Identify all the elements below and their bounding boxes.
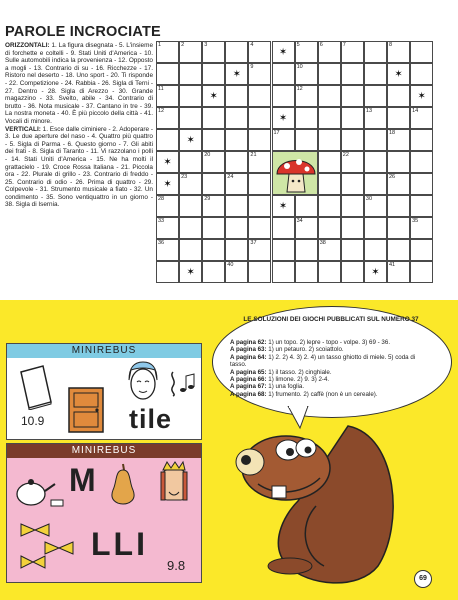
black-cell-mark: ✶	[278, 47, 288, 58]
cell-number: 26	[389, 174, 396, 180]
solution-text: 1) una foglia.	[266, 383, 305, 391]
solution-text: 1) 2. 2) 4. 3) 2. 4) un tasso ghiotto di miele. 5) coda di tasso.	[230, 353, 416, 369]
grid-cell[interactable]	[179, 107, 202, 129]
black-cell-mark: ✶	[186, 267, 195, 278]
grid-cell[interactable]	[272, 129, 295, 151]
grid-cell[interactable]	[248, 85, 271, 107]
page-number: 69	[414, 570, 432, 588]
grid-cell[interactable]	[179, 217, 202, 239]
grid-cell[interactable]	[202, 41, 225, 63]
grid-cell[interactable]	[387, 151, 410, 173]
cell-number: 35	[412, 218, 419, 224]
cell-number: 13	[365, 108, 373, 114]
black-cell-mark: ✶	[417, 91, 426, 102]
grid-cell[interactable]	[225, 173, 248, 195]
minirebus-1-word: tile	[129, 404, 173, 434]
grid-cell[interactable]	[272, 217, 295, 239]
clues-horizontal	[5, 42, 153, 126]
grid-cell[interactable]	[272, 239, 295, 261]
grid-cell[interactable]	[248, 41, 271, 63]
solution-text: 1) un topo. 2) lepre - topo - volpe. 3) 69 - 36.	[266, 339, 391, 346]
grid-cell[interactable]	[410, 217, 433, 239]
grid-cell[interactable]	[341, 261, 364, 283]
cell-number: 30	[365, 196, 373, 202]
book-icon	[17, 364, 55, 410]
grid-cell[interactable]	[248, 261, 271, 283]
clues-block	[5, 42, 153, 209]
grid-cell[interactable]	[156, 217, 179, 239]
music-notes-icon	[165, 368, 195, 398]
grid-cell[interactable]	[364, 151, 387, 173]
grid-cell[interactable]	[248, 239, 271, 261]
grid-cell[interactable]	[410, 173, 433, 195]
cell-number: 12	[158, 108, 165, 114]
minirebus-1-number: 10.9	[21, 414, 45, 428]
grid-cell[interactable]	[179, 173, 202, 195]
grid-cell[interactable]	[202, 63, 225, 85]
cell-number: 38	[319, 240, 326, 246]
grid-cell[interactable]	[179, 195, 202, 217]
black-cell-mark: ✶	[394, 69, 403, 80]
cell-number: 37	[250, 240, 257, 246]
minirebus-2-header: MINIREBUS	[7, 444, 201, 458]
grid-cell[interactable]	[341, 129, 364, 151]
grid-cell[interactable]	[387, 85, 410, 107]
cell-number: 11	[158, 86, 164, 92]
minirebus-2-letters: LLI	[91, 526, 148, 562]
beaver-mascot	[228, 406, 404, 588]
grid-cell[interactable]	[341, 217, 364, 239]
grid-cell[interactable]	[341, 195, 364, 217]
grid-cell[interactable]	[156, 173, 179, 195]
cell-number: 7	[342, 42, 346, 48]
grid-cell[interactable]	[272, 261, 295, 283]
grid-cell[interactable]	[179, 85, 202, 107]
grid-cell[interactable]	[295, 239, 318, 261]
cell-number: 8	[389, 42, 393, 48]
grid-cell[interactable]	[341, 239, 364, 261]
cell-number: 18	[389, 130, 396, 136]
grid-cell[interactable]	[225, 217, 248, 239]
grid-cell[interactable]	[410, 107, 433, 129]
grid-cell[interactable]	[225, 63, 248, 85]
grid-cell[interactable]	[387, 173, 410, 195]
solution-page: A pagina 66:	[230, 376, 267, 384]
grid-cell[interactable]	[318, 85, 341, 107]
black-cell-mark: ✶	[371, 267, 380, 278]
grid-cell[interactable]	[225, 41, 248, 63]
cell-number: 9	[250, 64, 254, 70]
minirebus-2-number: 9.8	[167, 558, 186, 573]
grid-cell[interactable]	[272, 195, 295, 217]
grid-cell[interactable]	[272, 107, 295, 129]
grid-cell[interactable]	[295, 63, 318, 85]
grid-cell[interactable]	[341, 85, 364, 107]
door-icon	[67, 386, 105, 434]
grid-cell[interactable]	[341, 107, 364, 129]
cell-number: 6	[319, 42, 323, 48]
grid-cell[interactable]	[225, 151, 248, 173]
cell-number: 40	[227, 262, 234, 268]
cell-number: 10	[296, 64, 303, 70]
grid-cell[interactable]	[272, 63, 295, 85]
grid-cell[interactable]	[202, 85, 225, 107]
clues-vertical	[5, 126, 153, 210]
grid-cell[interactable]	[387, 239, 410, 261]
clues-horizontal-text: 1. La figura disegnata - 5. L'insieme di forchette e coltelli - 9. Stati Uniti d'America - 10. Sulle automobili indica la provenienza - 12. Opposto a mogli - 13. Contrario di su - 16. Ricchezze - 17. Ristoro nel deserto - 18. Uno sport - 20. Ti risponde - 22. Competizione - 24. Rabbia - 26. Sigla di Terni - 27. Dentro - 28. Sigla di Arezzo - 30. Grande magazzino - 33. Svelto, abile - 34. Contrario di brutto - 36. Nota musicale - 37. Cantano in tre - 39. La nostra moneta - 40. È più piccolo della città - 41. Vocali di minore.	[5, 42, 153, 125]
grid-cell[interactable]	[318, 129, 341, 151]
grid-cell[interactable]	[156, 85, 179, 107]
cell-number: 20	[204, 152, 211, 158]
grid-cell[interactable]	[318, 151, 341, 173]
grid-cell[interactable]	[156, 107, 179, 129]
tea-set-icon	[11, 464, 67, 510]
black-cell-mark: ✶	[232, 69, 242, 80]
grid-cell[interactable]	[410, 261, 433, 283]
solution-page: A pagina 64:	[230, 353, 267, 361]
grid-cell[interactable]	[156, 129, 179, 151]
grid-cell[interactable]	[410, 239, 433, 261]
grid-cell[interactable]	[202, 217, 225, 239]
grid-cell[interactable]	[318, 107, 341, 129]
cell-number: 5	[296, 42, 300, 48]
grid-cell[interactable]	[387, 41, 410, 63]
solutions-title: LE SOLUZIONI DEI GIOCHI PUBBLICATI SUL NUMERO 37	[243, 316, 419, 323]
solution-item	[230, 376, 430, 383]
grid-cell[interactable]	[341, 173, 364, 195]
grid-cell[interactable]	[387, 129, 410, 151]
grid-cell[interactable]	[295, 85, 318, 107]
grid-cell[interactable]	[410, 85, 433, 107]
grid-cell[interactable]	[202, 195, 225, 217]
grid-cell[interactable]	[295, 217, 318, 239]
cell-number: 41	[389, 262, 396, 268]
grid-cell[interactable]	[318, 63, 341, 85]
cell-number: 29	[204, 196, 211, 202]
solution-item	[230, 346, 430, 353]
grid-cell[interactable]	[179, 63, 202, 85]
grid-cell[interactable]	[410, 63, 433, 85]
grid-cell[interactable]	[248, 173, 271, 195]
grid-cell[interactable]	[156, 261, 179, 283]
solution-item	[230, 339, 430, 346]
solution-page: A pagina 65:	[230, 368, 267, 376]
grid-cell[interactable]	[179, 239, 202, 261]
grid-cell[interactable]	[179, 41, 202, 63]
cell-number: 34	[296, 218, 303, 224]
solution-text: 1) limone. 2) 9. 3) 2-4.	[266, 376, 330, 384]
grid-cell[interactable]	[225, 195, 248, 217]
grid-cell[interactable]	[225, 239, 248, 261]
grid-cell[interactable]	[387, 63, 410, 85]
grid-cell[interactable]	[318, 261, 341, 283]
grid-cell[interactable]	[364, 63, 387, 85]
cell-number: 21	[250, 152, 257, 158]
solution-item	[230, 391, 430, 398]
face-icon	[125, 360, 161, 404]
cell-number: 4	[250, 42, 254, 48]
cell-number: 36	[158, 240, 165, 246]
grid-cell[interactable]	[202, 173, 225, 195]
grid-cell[interactable]	[179, 261, 202, 283]
grid-cell[interactable]	[248, 107, 271, 129]
grid-cell[interactable]	[364, 107, 387, 129]
cell-number: 22	[342, 152, 349, 158]
grid-cell[interactable]	[318, 173, 341, 195]
cell-number: 2	[181, 42, 185, 48]
grid-cell[interactable]	[272, 41, 295, 63]
grid-cell[interactable]	[156, 239, 179, 261]
grid-cell[interactable]	[248, 195, 271, 217]
grid-cell[interactable]	[387, 195, 410, 217]
minirebus-2	[6, 443, 202, 583]
grid-cell[interactable]	[364, 195, 387, 217]
pear-icon	[109, 462, 137, 506]
grid-cell[interactable]	[202, 107, 225, 129]
grid-cell[interactable]	[387, 261, 410, 283]
cell-number: 12	[296, 86, 303, 92]
solution-text: 1) un petauro. 2) scoiattolo.	[266, 346, 344, 354]
grid-cell[interactable]	[156, 41, 179, 63]
page-title: PAROLE INCROCIATE	[5, 24, 161, 40]
solution-page: A pagina 67:	[230, 383, 267, 391]
solution-page: A pagina 63:	[230, 346, 267, 354]
grid-cell[interactable]	[410, 151, 433, 173]
pasta-icon	[15, 516, 75, 574]
solution-item	[230, 354, 430, 369]
solution-page: A pagina 62:	[230, 339, 267, 346]
minirebus-2-letter-m: M	[69, 462, 97, 498]
grid-cell[interactable]	[341, 41, 364, 63]
grid-cell[interactable]	[248, 63, 271, 85]
grid-cell[interactable]	[248, 129, 271, 151]
grid-cell[interactable]	[156, 63, 179, 85]
solution-item	[230, 369, 430, 376]
grid-cell[interactable]	[156, 195, 179, 217]
solution-text: 1) frumento. 2) caffè (non è un cereale).	[266, 390, 378, 398]
grid-cell[interactable]	[225, 261, 248, 283]
grid-cell[interactable]	[318, 41, 341, 63]
cell-number: 33	[158, 218, 165, 224]
grid-cell[interactable]	[202, 129, 225, 151]
cell-number: 17	[273, 130, 280, 136]
black-cell-mark: ✶	[278, 201, 288, 212]
grid-cell[interactable]	[341, 151, 364, 173]
grid-cell[interactable]	[295, 195, 318, 217]
grid-cell[interactable]	[364, 173, 387, 195]
king-icon	[155, 460, 193, 510]
black-cell-mark: ✶	[209, 91, 218, 102]
grid-cell[interactable]	[318, 217, 341, 239]
cell-number: 24	[227, 174, 234, 180]
black-cell-mark: ✶	[163, 179, 172, 190]
grid-cell[interactable]	[202, 261, 225, 283]
cell-number: 3	[204, 42, 208, 48]
grid-cell[interactable]	[364, 85, 387, 107]
grid-cell[interactable]	[272, 85, 295, 107]
grid-cell[interactable]	[364, 129, 387, 151]
minirebus-1	[6, 343, 202, 440]
grid-cell[interactable]	[295, 129, 318, 151]
clues-horizontal-heading: ORIZZONTALI:	[5, 42, 50, 49]
grid-cell[interactable]	[225, 107, 248, 129]
grid-cell[interactable]	[179, 129, 202, 151]
grid-cell[interactable]	[341, 63, 364, 85]
grid-cell[interactable]	[202, 151, 225, 173]
grid-cell[interactable]	[295, 41, 318, 63]
grid-cell[interactable]	[364, 41, 387, 63]
solution-item	[230, 383, 430, 390]
black-cell-mark: ✶	[186, 135, 195, 146]
grid-cell[interactable]	[225, 129, 248, 151]
grid-cell[interactable]	[248, 151, 271, 173]
grid-cell[interactable]	[410, 41, 433, 63]
grid-cell[interactable]	[225, 85, 248, 107]
cell-number: 23	[181, 174, 188, 180]
solution-page: A pagina 68:	[230, 390, 267, 398]
mushroom-illustration	[272, 151, 318, 195]
black-cell-mark: ✶	[278, 113, 288, 124]
cell-number: 1	[158, 42, 162, 48]
minirebus-1-header: MINIREBUS	[7, 344, 201, 358]
black-cell-mark: ✶	[163, 157, 172, 168]
grid-cell[interactable]	[248, 217, 271, 239]
grid-cell[interactable]	[295, 107, 318, 129]
grid-cell[interactable]	[410, 129, 433, 151]
grid-cell[interactable]	[318, 195, 341, 217]
grid-cell[interactable]	[364, 217, 387, 239]
grid-cell[interactable]	[295, 261, 318, 283]
grid-cell[interactable]	[202, 239, 225, 261]
grid-cell[interactable]	[364, 261, 387, 283]
clues-vertical-text: 1. Esce dalle ciminiere - 2. Adoperare - 3. Le due aperture del naso - 4. Quattro più quattro - 5. Sigla di Parma - 6. Questo giorno - 7. Gli abiti dei frati - 8. Sigla di Taranto - 11. Vi razzolano i polli - 14. Stati Uniti d'America - 15. Ne ha molti il grattacielo - 19. Croce Rossa Italiana - 21. Piccola ora - 22. Plurale di grillo - 23. Contrario di freddo - 25. Contrario di odio - 26. Prima di quattro - 29. Colpevole - 31. Strumento musicale a fiato - 32. Un condimento - 35. Sono ventiquattro in un giorno - 38. Sigla di Isernia.	[5, 125, 153, 209]
grid-cell[interactable]	[179, 151, 202, 173]
clues-vertical-heading: VERTICALI:	[5, 125, 41, 133]
grid-cell[interactable]	[156, 151, 179, 173]
grid-cell[interactable]	[318, 239, 341, 261]
solution-text: 1) il tasso. 2) cinghiale.	[266, 368, 332, 376]
grid-cell[interactable]	[387, 107, 410, 129]
solutions-list	[230, 339, 430, 398]
grid-cell[interactable]	[410, 195, 433, 217]
grid-cell[interactable]	[387, 217, 410, 239]
cell-number: 14	[412, 108, 419, 114]
grid-cell[interactable]	[364, 239, 387, 261]
cell-number: 28	[158, 196, 165, 202]
